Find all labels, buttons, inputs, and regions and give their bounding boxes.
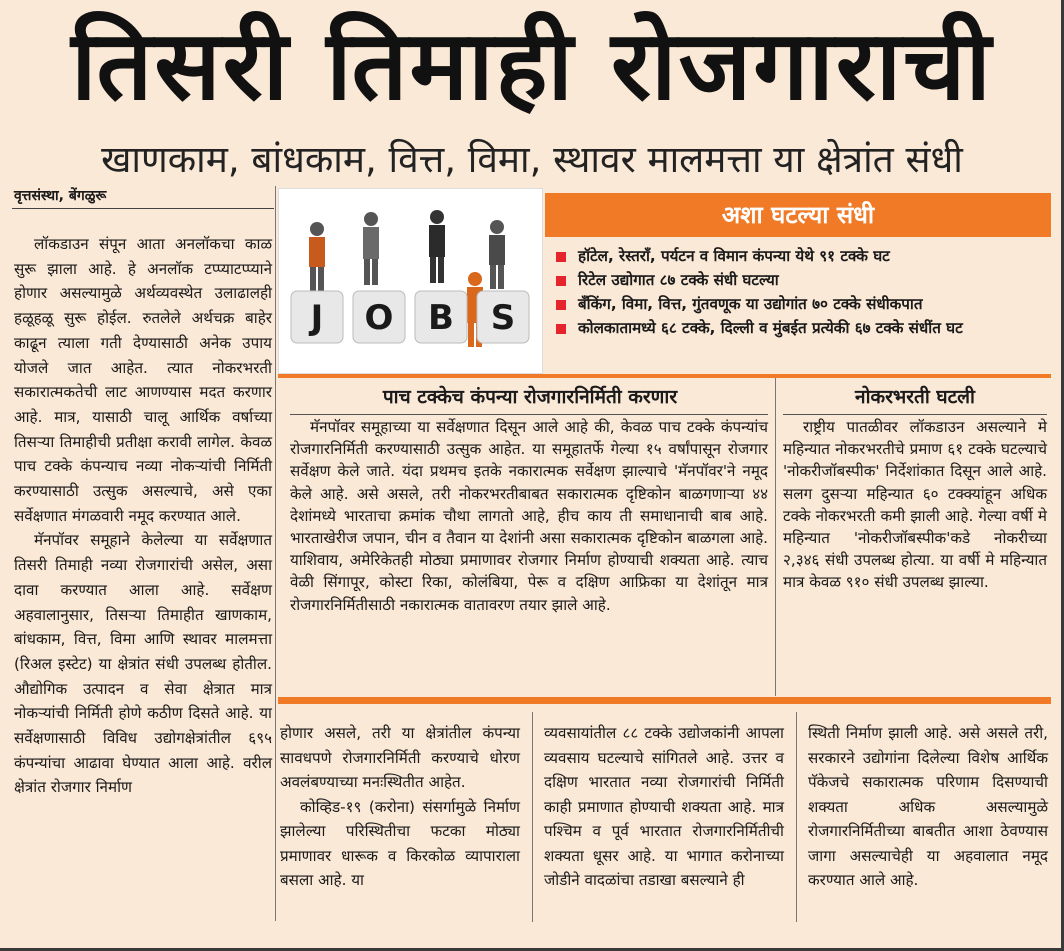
jobs-photo bbox=[278, 188, 543, 374]
red-square-icon bbox=[556, 252, 566, 262]
box-bullet: बँकिंग, विमा, वित्त, गुंतवणूक या उद्योगांत ७० टक्के संधीकपात bbox=[556, 292, 1046, 316]
box-bullet-list bbox=[556, 244, 1046, 340]
section-mid-rule bbox=[290, 414, 768, 415]
left-paragraph-1: लॉकडाउन संपून आता अनलॉकचा काळ सुरू झाला आहे. हे अनलॉक टप्प्याटप्प्याने होणार असल्यामुळे अर्थव्यवस्थेत उलाढालही हळूहळू सुरू होईल. रुतलेले अर्थचक्र बाहेर काढून त्याला गती देण्यासाठी अनेक उपाय योजले जात आहेत. त्यात नोकरभरती सकारात्मकतेची लाट आणण्यास मदत करणार आहे. मात्र, यासाठी चालू आर्थिक वर्षाच्या तिसऱ्या तिमाहीची प्रतीक्षा करावी लागेल. केवळ पाच टक्के कंपन्याच नव्या नोकऱ्यांची निर्मिती करण्यासाठी उत्सुक असल्याचे, असे एका सर्वेक्षणात मंगळवारी नमूद करण्यात आले. bbox=[14, 235, 272, 525]
box-title: अशा घटल्या संधी bbox=[545, 193, 1051, 237]
bottom-column-3: स्थिती निर्माण झाली आहे. असे असले तरी, सरकारने उद्योगांना दिलेल्या विशेष आर्थिक पॅकेजचे सकारात्मक परिणाम दिसण्याची शक्यता अधिक असल्यामुळे रोजगारनिर्मितीच्या बाबतीत आशा ठेवण्यास जागा असल्याचेही या अहवालात नमूद करण्यात आले आहे. bbox=[808, 724, 1048, 889]
bottom-column-1: होणार असले, तरी या क्षेत्रांतील कंपन्या सावधपणे रोजगारनिर्मिती करण्याचे धोरण अवलंबण्याच्या मनःस्थितीत आहेत. कोव्हिड-१९ (करोना) संसर्गामुळे निर्माण झालेल्या परिस्थितीचा फटका मोठ्या प्रमाणावर धारूक व किरकोळ व्यापाराला बसला आहे. या bbox=[280, 724, 520, 889]
section-separator bbox=[775, 378, 776, 696]
bottom-separator-2 bbox=[796, 712, 797, 922]
bottom-column-2: व्यवसायांतील ८८ टक्के उद्योजकांनी आपला व्यवसाय घटल्याचे सांगितले आहे. उत्तर व दक्षिण भारतात नव्या रोजगारांची निर्मिती काही प्रमाणात होण्याची शक्यता आहे. मात्र पश्चिम व पूर्व भारतात रोजगारनिर्मितीची शक्यता धूसर आहे. या भागात करोनाच्या जोडीने वादळांचा तडाखा बसल्याने ही bbox=[544, 724, 784, 889]
section-right-rule bbox=[783, 414, 1047, 415]
section-right-title: नोकरभरती घटली bbox=[855, 386, 975, 408]
section-right-text: राष्ट्रीय पातळीवर लॉकडाउन असल्याने मे महिन्यात नोकरभरतीचे प्रमाण ६१ टक्के घटल्याचे 'नोकरीजॉबस्पीक' निर्देशांकात दिसून आले आहे. सलग दुसऱ्या महिन्यात ६० टक्क्यांहून अधिक टक्के नोकरभरती कमी झाली आहे. गेल्या वर्षी मे महिन्यात 'नोकरीजॉबस्पीक'कडे नोकरीच्या २,३४६ संधी उपलब्ध होत्या. या वर्षी मे महिन्यात मात्र केवळ ९१० संधी उपलब्ध झाल्या. bbox=[783, 418, 1047, 592]
box-bullet: रिटेल उद्योगात ८७ टक्के संधी घटल्या bbox=[556, 268, 1046, 292]
box-bullet: हॉटेल, रेस्तराँ, पर्यटन व विमान कंपन्या येथे ९१ टक्के घट bbox=[556, 244, 1046, 268]
headline: तिसरी तिमाही रोजगाराची bbox=[71, 10, 993, 122]
red-square-icon bbox=[556, 300, 566, 310]
dateline: वृत्तसंस्था, बेंगळुरू bbox=[14, 188, 107, 204]
block-letter-o: O bbox=[364, 298, 394, 338]
block-letter-b: B bbox=[428, 298, 454, 338]
box-bullet: कोलकातामध्ये ६८ टक्के, दिल्ली व मुंबईत प्रत्येकी ६७ टक्के संधींत घट bbox=[556, 316, 1046, 340]
column-separator bbox=[275, 186, 276, 921]
red-square-icon bbox=[556, 276, 566, 286]
left-column bbox=[14, 232, 272, 800]
orange-divider-bottom bbox=[278, 697, 1051, 704]
dateline-rule bbox=[12, 208, 274, 209]
block-letter-j: J bbox=[310, 298, 324, 338]
left-paragraph-2: मॅनपॉवर समूहाने केलेल्या या सर्वेक्षणात तिसरी तिमाही नव्या रोजगारांची असेल, असा दावा करण्यात आला आहे. सर्वेक्षण अहवालानुसार, तिसऱ्या तिमाहीत खाणकाम, बांधकाम, वित्त, विमा आणि स्थावर मालमत्ता (रिअल इस्टेट) या क्षेत्रांत संधी उपलब्ध होतील. औद्योगिक उत्पादन व सेवा क्षेत्रात मात्र नोकऱ्यांची निर्मिती होणे कठीण दिसते आहे. या सर्वेक्षणासाठी विविध उद्योगक्षेत्रांतील ६९५ कंपन्यांचा आढावा घेण्यात आला आहे. वरील क्षेत्रांत रोजगार निर्माण bbox=[14, 531, 272, 797]
orange-divider bbox=[278, 374, 1051, 378]
jobs-illustration bbox=[279, 189, 543, 374]
block-letter-s: S bbox=[490, 298, 516, 338]
section-mid-text: मॅनपॉवर समूहाच्या या सर्वेक्षणात दिसून आले आहे की, केवळ पाच टक्के कंपन्यांच रोजगारनिर्मिती करण्यासाठी उत्सुक आहेत. या समूहातर्फे गेल्या १५ वर्षांपासून रोजगार सर्वेक्षण केले जाते. यंदा प्रथमच इतके नकारात्मक सर्वेक्षण झाल्याचे 'मॅनपॉवर'ने नमूद केले आहे. असे असले, तरी नोकरभरतीबाबत सकारात्मक दृष्टिकोन बाळगणाऱ्या ४४ देशांमध्ये भारताचा क्रमांक चौथा लागतो आहे, हीच काय ती समाधानाची बाब आहे. भारताखेरीज जपान, चीन व तैवान या देशांनी असा सकारात्मक दृष्टिकोन बाळगला आहे. याशिवाय, अमेरिकेतही मोठ्या प्रमाणावर रोजगार निर्माण होण्याची शक्यता आहे. त्याच वेळी सिंगापूर, कोस्टा रिका, कोलंबिया, पेरू व दक्षिण आफ्रिका या देशांतून मात्र रोजगारनिर्मितीसाठी नकारात्मक वातावरण तयार झाले आहे. bbox=[290, 418, 768, 614]
section-mid-title: पाच टक्केच कंपन्या रोजगारनिर्मिती करणार bbox=[382, 386, 678, 408]
subheadline: खाणकाम, बांधकाम, वित्त, विमा, स्थावर मालमत्ता या क्षेत्रांत संधी bbox=[101, 138, 963, 181]
bottom-separator-1 bbox=[532, 712, 533, 922]
red-square-icon bbox=[556, 324, 566, 334]
